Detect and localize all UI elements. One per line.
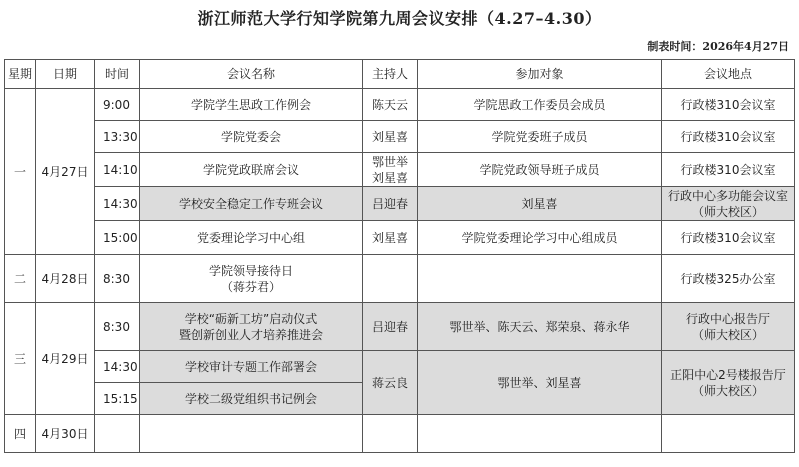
location-cell: 行政中心报告厅 （师大校区）: [662, 303, 795, 351]
header-date: 日期: [36, 60, 95, 89]
meeting-table: [4, 59, 795, 453]
table-row: [5, 303, 795, 351]
time-cell: 9:00: [95, 89, 140, 121]
attendees-cell: [418, 415, 662, 453]
date-cell: 4月29日: [36, 303, 95, 415]
table-row: [5, 187, 795, 221]
header-location: 会议地点: [662, 60, 795, 89]
time-cell: 14:30: [95, 351, 140, 383]
attendees-cell: 鄂世举、刘星喜: [418, 351, 662, 415]
header-host: 主持人: [363, 60, 418, 89]
time-cell: 8:30: [95, 303, 140, 351]
table-row: [5, 221, 795, 255]
meeting-name-cell: 学院党政联席会议: [140, 153, 363, 187]
attendees-cell: 学院党政领导班子成员: [418, 153, 662, 187]
meeting-name-cell: 学院学生思政工作例会: [140, 89, 363, 121]
time-cell: 13:30: [95, 121, 140, 153]
meeting-name-cell: 学院党委会: [140, 121, 363, 153]
header-meeting-name: 会议名称: [140, 60, 363, 89]
location-cell: 行政楼325办公室: [662, 255, 795, 303]
host-cell: 刘星喜: [363, 221, 418, 255]
time-cell: [95, 415, 140, 453]
attendees-cell: 学院党委理论学习中心组成员: [418, 221, 662, 255]
meeting-name-cell: 学校二级党组织书记例会: [140, 383, 363, 415]
host-cell: 陈天云: [363, 89, 418, 121]
location-cell: 行政楼310会议室: [662, 153, 795, 187]
attendees-cell: [418, 255, 662, 303]
table-row: [5, 121, 795, 153]
host-cell: [363, 415, 418, 453]
weekday-cell: 二: [5, 255, 36, 303]
time-cell: 15:15: [95, 383, 140, 415]
location-cell: [662, 415, 795, 453]
attendees-cell: 刘星喜: [418, 187, 662, 221]
host-cell: 鄂世举 刘星喜: [363, 153, 418, 187]
header-weekday: 星期: [5, 60, 36, 89]
table-header-row: [5, 60, 795, 89]
host-cell: 蒋云良: [363, 351, 418, 415]
time-cell: 8:30: [95, 255, 140, 303]
weekday-cell: 四: [5, 415, 36, 453]
weekday-cell: 一: [5, 89, 36, 255]
host-cell: 吕迎春: [363, 187, 418, 221]
time-cell: 14:30: [95, 187, 140, 221]
table-row: [5, 415, 795, 453]
host-cell: 刘星喜: [363, 121, 418, 153]
date-cell: 4月30日: [36, 415, 95, 453]
location-cell: 正阳中心2号楼报告厅 （师大校区）: [662, 351, 795, 415]
location-cell: 行政楼310会议室: [662, 221, 795, 255]
location-cell: 行政楼310会议室: [662, 121, 795, 153]
made-time: 制表时间：2026年4月27日: [647, 40, 789, 53]
table-row: [5, 351, 795, 383]
host-cell: 吕迎春: [363, 303, 418, 351]
attendees-cell: 学院思政工作委员会成员: [418, 89, 662, 121]
header-time: 时间: [95, 60, 140, 89]
meeting-name-cell: [140, 415, 363, 453]
weekday-cell: 三: [5, 303, 36, 415]
page-title: 浙江师范大学行知学院第九周会议安排（4.27–4.30）: [197, 8, 602, 28]
meeting-name-cell: 党委理论学习中心组: [140, 221, 363, 255]
meeting-name-cell: 学校安全稳定工作专班会议: [140, 187, 363, 221]
date-cell: 4月27日: [36, 89, 95, 255]
attendees-cell: 学院党委班子成员: [418, 121, 662, 153]
meeting-name-cell: 学校“砺新工坊”启动仪式 暨创新创业人才培养推进会: [140, 303, 363, 351]
time-cell: 15:00: [95, 221, 140, 255]
meeting-name-cell: 学院领导接待日 （蒋芬君）: [140, 255, 363, 303]
time-cell: 14:10: [95, 153, 140, 187]
table-row: [5, 89, 795, 121]
table-row: [5, 255, 795, 303]
table-row: [5, 153, 795, 187]
host-cell: [363, 255, 418, 303]
date-cell: 4月28日: [36, 255, 95, 303]
location-cell: 行政中心多功能会议室 （师大校区）: [662, 187, 795, 221]
attendees-cell: 鄂世举、陈天云、郑荣泉、蒋永华: [418, 303, 662, 351]
header-attendees: 参加对象: [418, 60, 662, 89]
location-cell: 行政楼310会议室: [662, 89, 795, 121]
meeting-name-cell: 学校审计专题工作部署会: [140, 351, 363, 383]
